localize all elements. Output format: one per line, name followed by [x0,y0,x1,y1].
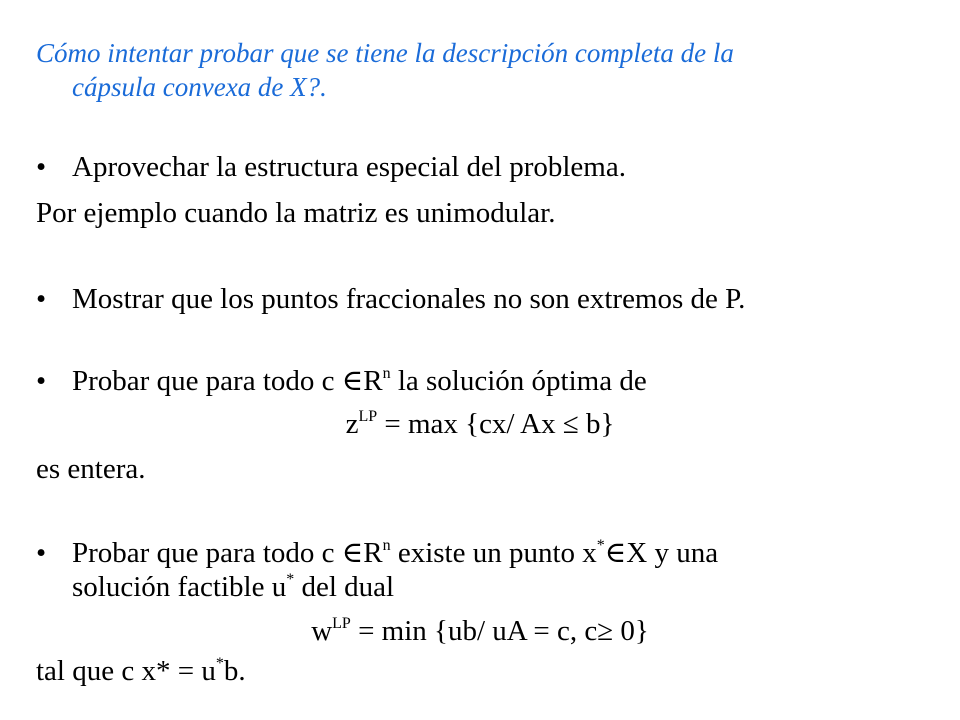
bullet-1-text: Aprovechar la estructura especial del problema. [72,151,626,183]
lp-formula-z: $z^{LP} = \max \{cx/$ Ax ≤ b} [345,408,615,440]
bullet-3-text: Probar que para todo c $\in R^n$ la solución óptima de [72,365,647,397]
title-line-2: cápsula convexa de X?. [72,72,327,102]
bullet-4-text-line-1: Probar que para todo c $\in R^n$ existe un punto x*∈X y una [72,537,719,569]
lp-formula-w: $w^{LP} = \min \{ub/$ uA = c, c≥ 0} [311,615,649,647]
title-line-1: Cómo intentar probar que se tiene la descripción completa de la [36,38,734,68]
bullet-3-followup: es entera. [36,453,146,485]
bullet-icon: • [36,283,47,315]
bullet-1-followup: Por ejemplo cuando la matriz es unimodular. [36,197,556,229]
bullet-4-text-line-2: solución factible u* del dual [72,571,395,603]
element-of-symbol: ∈ [604,537,627,569]
geq-symbol: ≥ [597,615,614,647]
element-of-symbol: ∈ [341,537,364,569]
bullet-icon: • [36,537,47,569]
bullet-icon: • [36,151,47,183]
bullet-icon: • [36,365,47,397]
bullet-4-followup: tal que c x* = u*b. [36,655,246,687]
bullet-2-text: Mostrar que los puntos fraccionales no son extremos de P. [72,283,746,315]
element-of-symbol: ∈ [341,365,364,397]
